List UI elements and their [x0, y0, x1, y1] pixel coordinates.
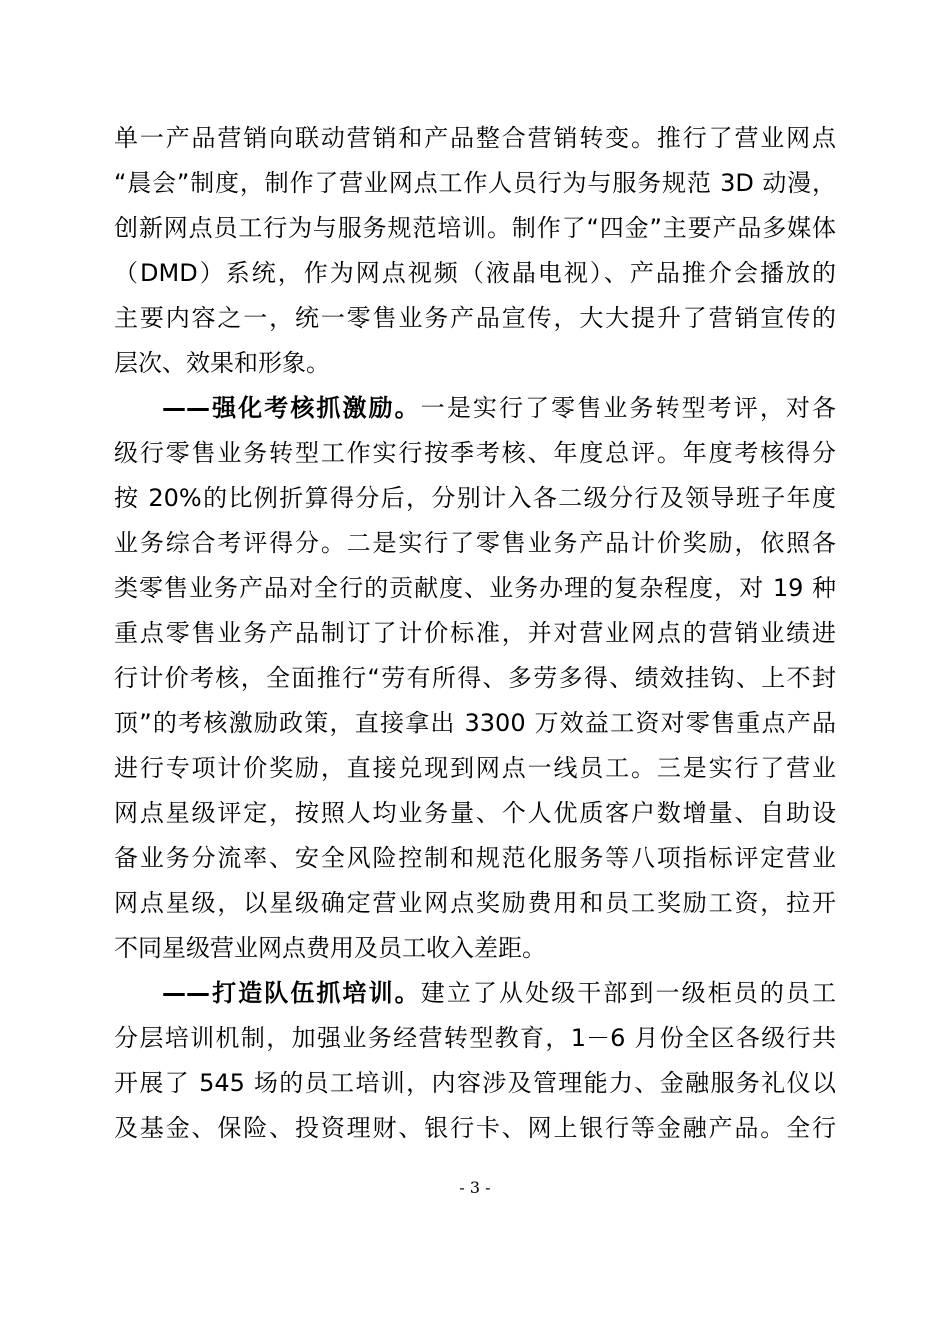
body-line: 不同星级营业网点费用及员工收入差距。 — [114, 934, 546, 962]
body-line: 类零售业务产品对全行的贡献度、业务办理的复杂程度，对 19 种 — [114, 574, 836, 602]
body-line: 开展了 545 场的员工培训，内容涉及管理能力、金融服务礼仪以 — [114, 1069, 836, 1097]
body-line: 单一产品营销向联动营销和产品整合营销转变。推行了营业网点 — [114, 124, 836, 152]
body-line: 及基金、保险、投资理财、银行卡、网上银行等金融产品。全行 — [114, 1114, 836, 1142]
body-line: 按 20%的比例折算得分后，分别计入各二级分行及领导班子年度 — [114, 484, 836, 512]
body-line: 主要内容之一，统一零售业务产品宣传，大大提升了营销宣传的 — [114, 304, 836, 332]
page-number: - 3 - — [459, 1178, 491, 1197]
body-line: 进行专项计价奖励，直接兑现到网点一线员工。三是实行了营业 — [114, 754, 836, 782]
section-heading-line: ——打造队伍抓培训。建立了从处级干部到一级柜员的员工 — [162, 979, 836, 1007]
body-line: 重点零售业务产品制订了计价标准，并对营业网点的营销业绩进 — [114, 619, 836, 647]
body-line: 级行零售业务转型工作实行按季考核、年度总评。年度考核得分 — [114, 439, 836, 467]
section-heading: ——打造队伍抓培训。 — [162, 979, 421, 1007]
body-line: 网点星级评定，按照人均业务量、个人优质客户数增量、自助设 — [114, 799, 836, 827]
body-line: （DMD）系统，作为网点视频（液晶电视）、产品推介会播放的 — [114, 259, 836, 287]
body-line: 备业务分流率、安全风险控制和规范化服务等八项指标评定营业 — [114, 844, 836, 872]
body-line: 业务综合考评得分。二是实行了零售业务产品计价奖励，依照各 — [114, 529, 836, 557]
body-line: 顶”的考核激励政策，直接拿出 3300 万效益工资对零售重点产品 — [114, 709, 836, 737]
section-heading-line: ——强化考核抓激励。一是实行了零售业务转型考评，对各 — [162, 394, 836, 422]
body-line: “晨会”制度，制作了营业网点工作人员行为与服务规范 3D 动漫， — [114, 169, 836, 197]
body-line: 行计价考核，全面推行“劳有所得、多劳多得、绩效挂钩、上不封 — [114, 664, 836, 692]
body-line: 创新网点员工行为与服务规范培训。制作了“四金”主要产品多媒体 — [114, 214, 836, 242]
section-heading: ——强化考核抓激励。 — [162, 394, 421, 422]
body-line: 分层培训机制，加强业务经营转型教育，1－6 月份全区各级行共 — [114, 1024, 836, 1052]
body-line: 层次、效果和形象。 — [114, 349, 330, 377]
body-line: 网点星级，以星级确定营业网点奖励费用和员工奖励工资，拉开 — [114, 889, 836, 917]
